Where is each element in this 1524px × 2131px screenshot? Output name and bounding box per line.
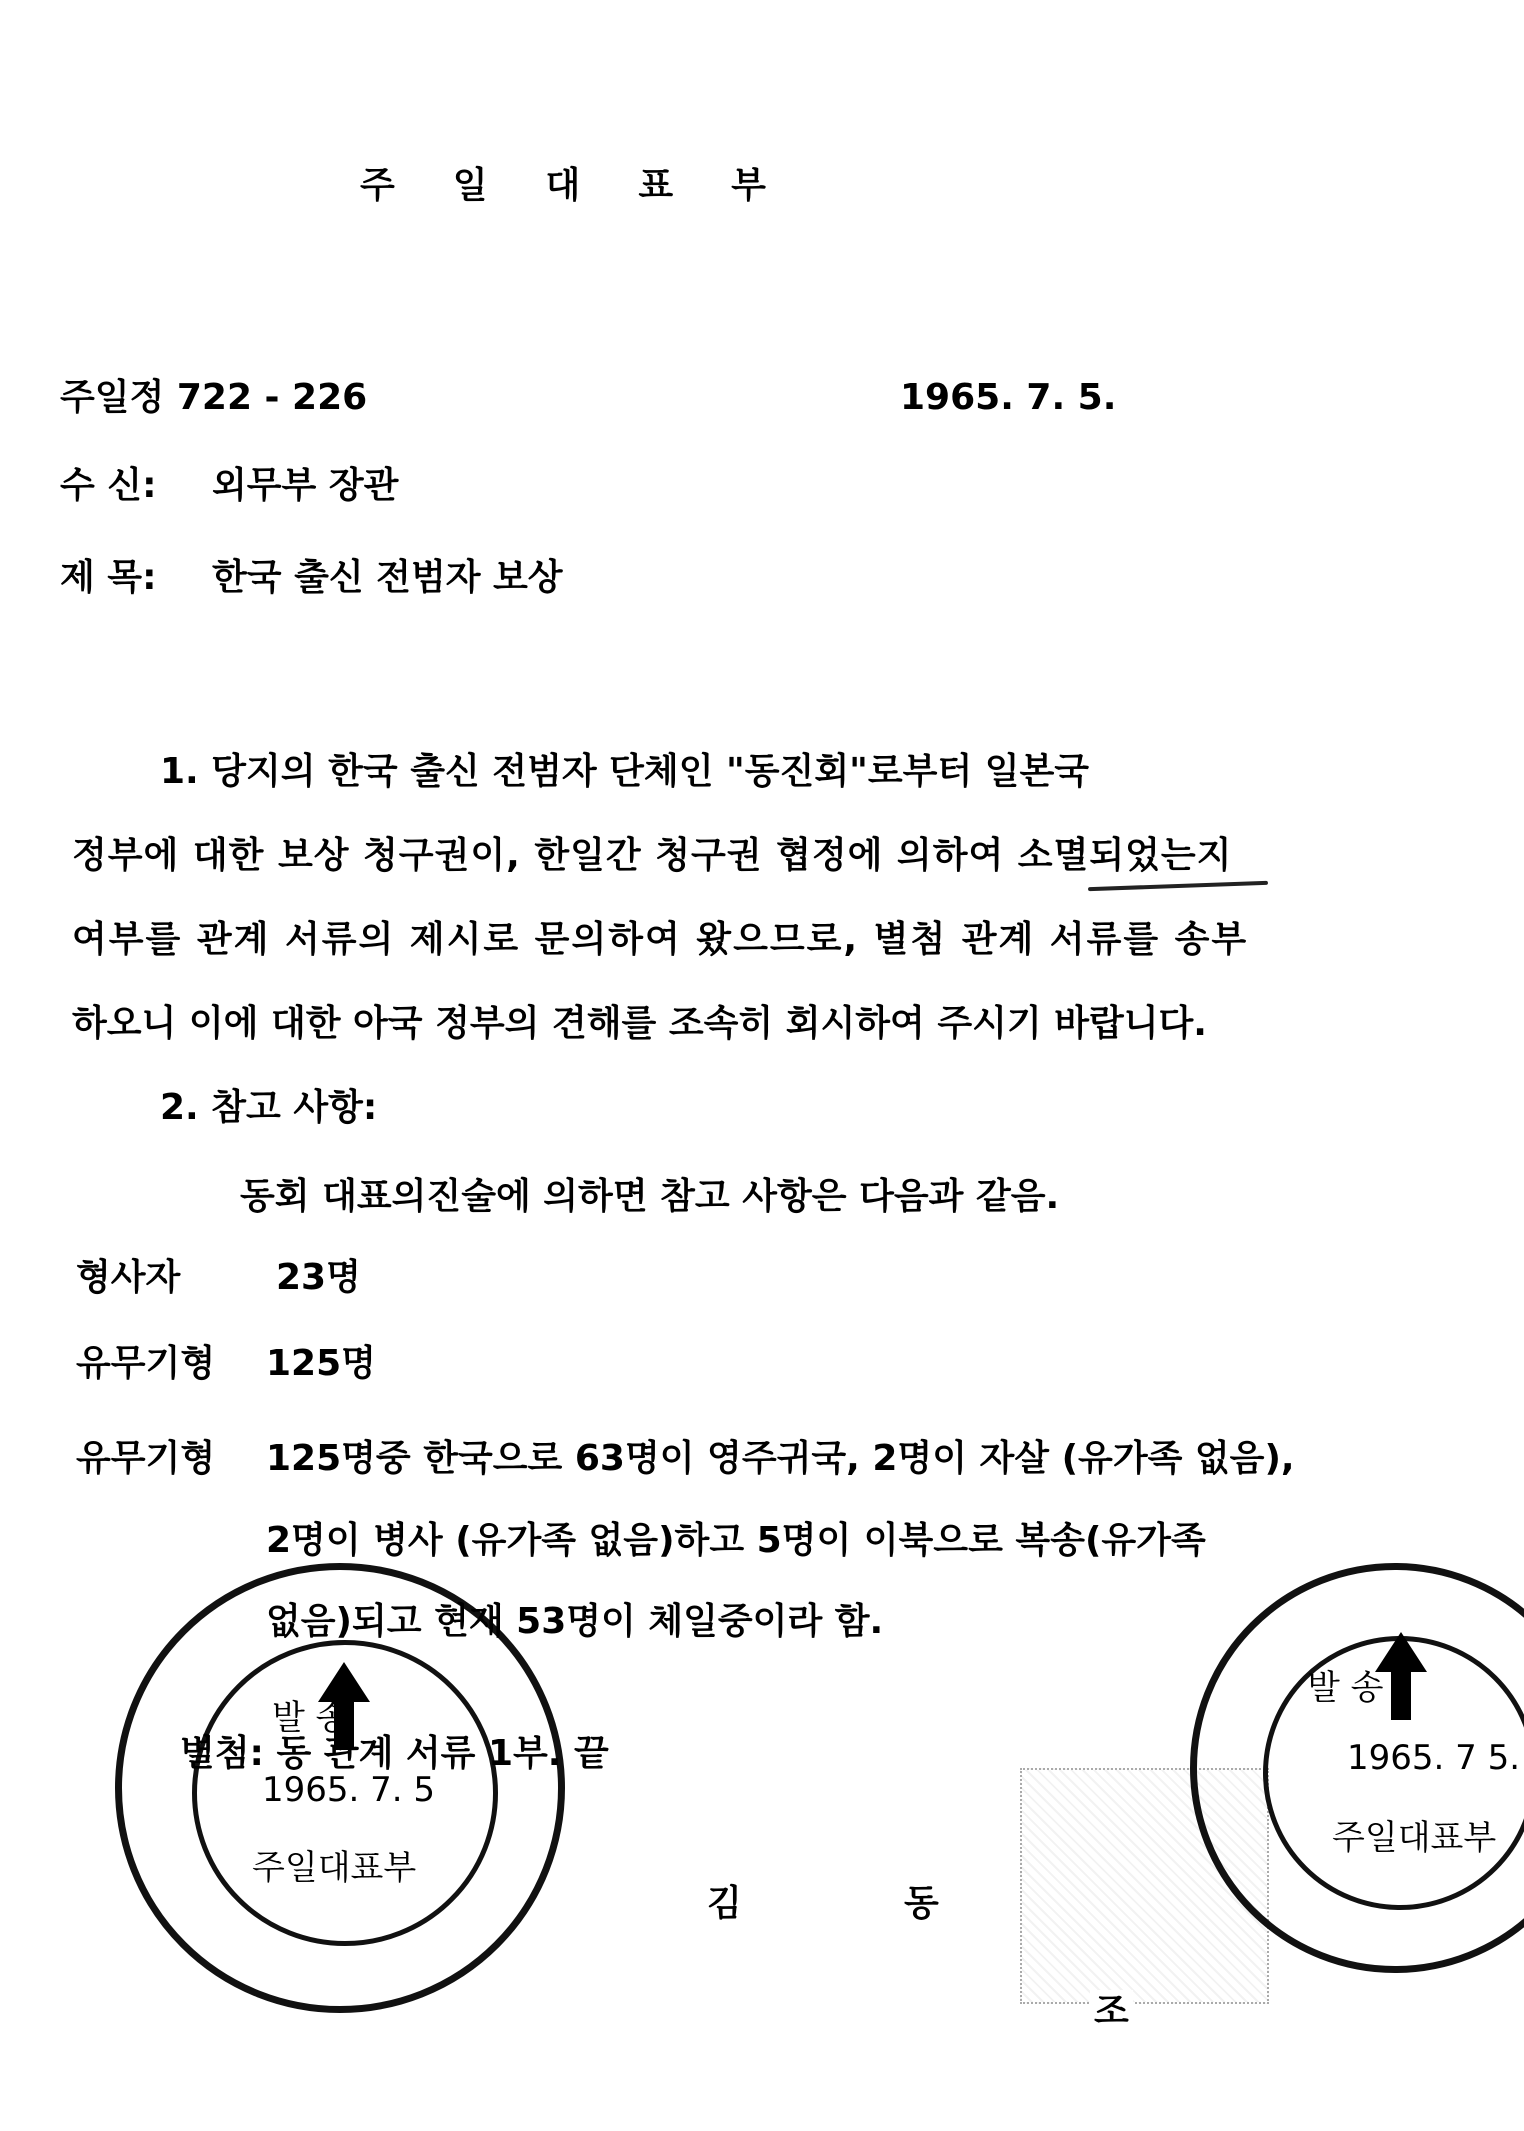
dispatch-stamp-left: 발 송 1965. 7. 5 주일대표부 bbox=[115, 1563, 565, 2013]
document-title: 주일대표부 bbox=[360, 165, 824, 206]
continuation-line: 2명이 병사 (유가족 없음)하고 5명이 이북으로 복송(유가족 bbox=[266, 1520, 1206, 1561]
para1-line: 여부를 관계 서류의 제시로 문의하여 왔으므로, 별첨 관계 서류를 송부 bbox=[72, 919, 1249, 960]
row-label: 형사자 bbox=[76, 1257, 181, 1298]
para2-intro: 동회 대표의진술에 의하면 참고 사항은 다음과 같음. bbox=[240, 1176, 1060, 1217]
para1-line: 하오니 이에 대한 아국 정부의 견해를 조속히 회시하여 주시기 바랍니다. bbox=[72, 1003, 1207, 1044]
subject: 한국 출신 전범자 보상 bbox=[212, 557, 563, 598]
row-value: 23명 bbox=[276, 1257, 361, 1298]
recipient: 외무부 장관 bbox=[212, 465, 399, 506]
continuation-line: 없음)되고 현재 53명이 체일중이라 함. bbox=[266, 1601, 884, 1642]
signature-char: 동 bbox=[904, 1883, 939, 1924]
doc-date: 1965. 7. 5. bbox=[900, 377, 1117, 418]
row-value: 125명 bbox=[266, 1343, 376, 1384]
para2-heading: 2. 참고 사항: bbox=[160, 1087, 378, 1128]
row-label: 유무기형 bbox=[76, 1438, 216, 1479]
signature-char: 김 bbox=[707, 1883, 742, 1924]
handwritten-underline bbox=[1088, 881, 1268, 891]
recipient-label: 수 신: bbox=[60, 465, 157, 506]
row-label: 유무기형 bbox=[76, 1343, 216, 1384]
para1-line: 정부에 대한 보상 청구권이, 한일간 청구권 협정에 의하여 소멸되었는지 bbox=[72, 835, 1233, 876]
dispatch-stamp-right: 발 송 1965. 7 5. 주일대표부 bbox=[1190, 1563, 1524, 1973]
subject-label: 제 목: bbox=[60, 557, 157, 598]
signature-char: 조 bbox=[1090, 1990, 1133, 2034]
row-value: 125명중 한국으로 63명이 영주귀국, 2명이 자살 (유가족 없음), bbox=[266, 1438, 1295, 1479]
doc-number: 주일정 722 - 226 bbox=[60, 377, 368, 418]
attachment-note: 별첨: 동 관계 서류 1부. 끝 bbox=[180, 1733, 609, 1774]
para1-line: 1. 당지의 한국 출신 전범자 단체인 "동진회"로부터 일본국 bbox=[160, 751, 1090, 792]
